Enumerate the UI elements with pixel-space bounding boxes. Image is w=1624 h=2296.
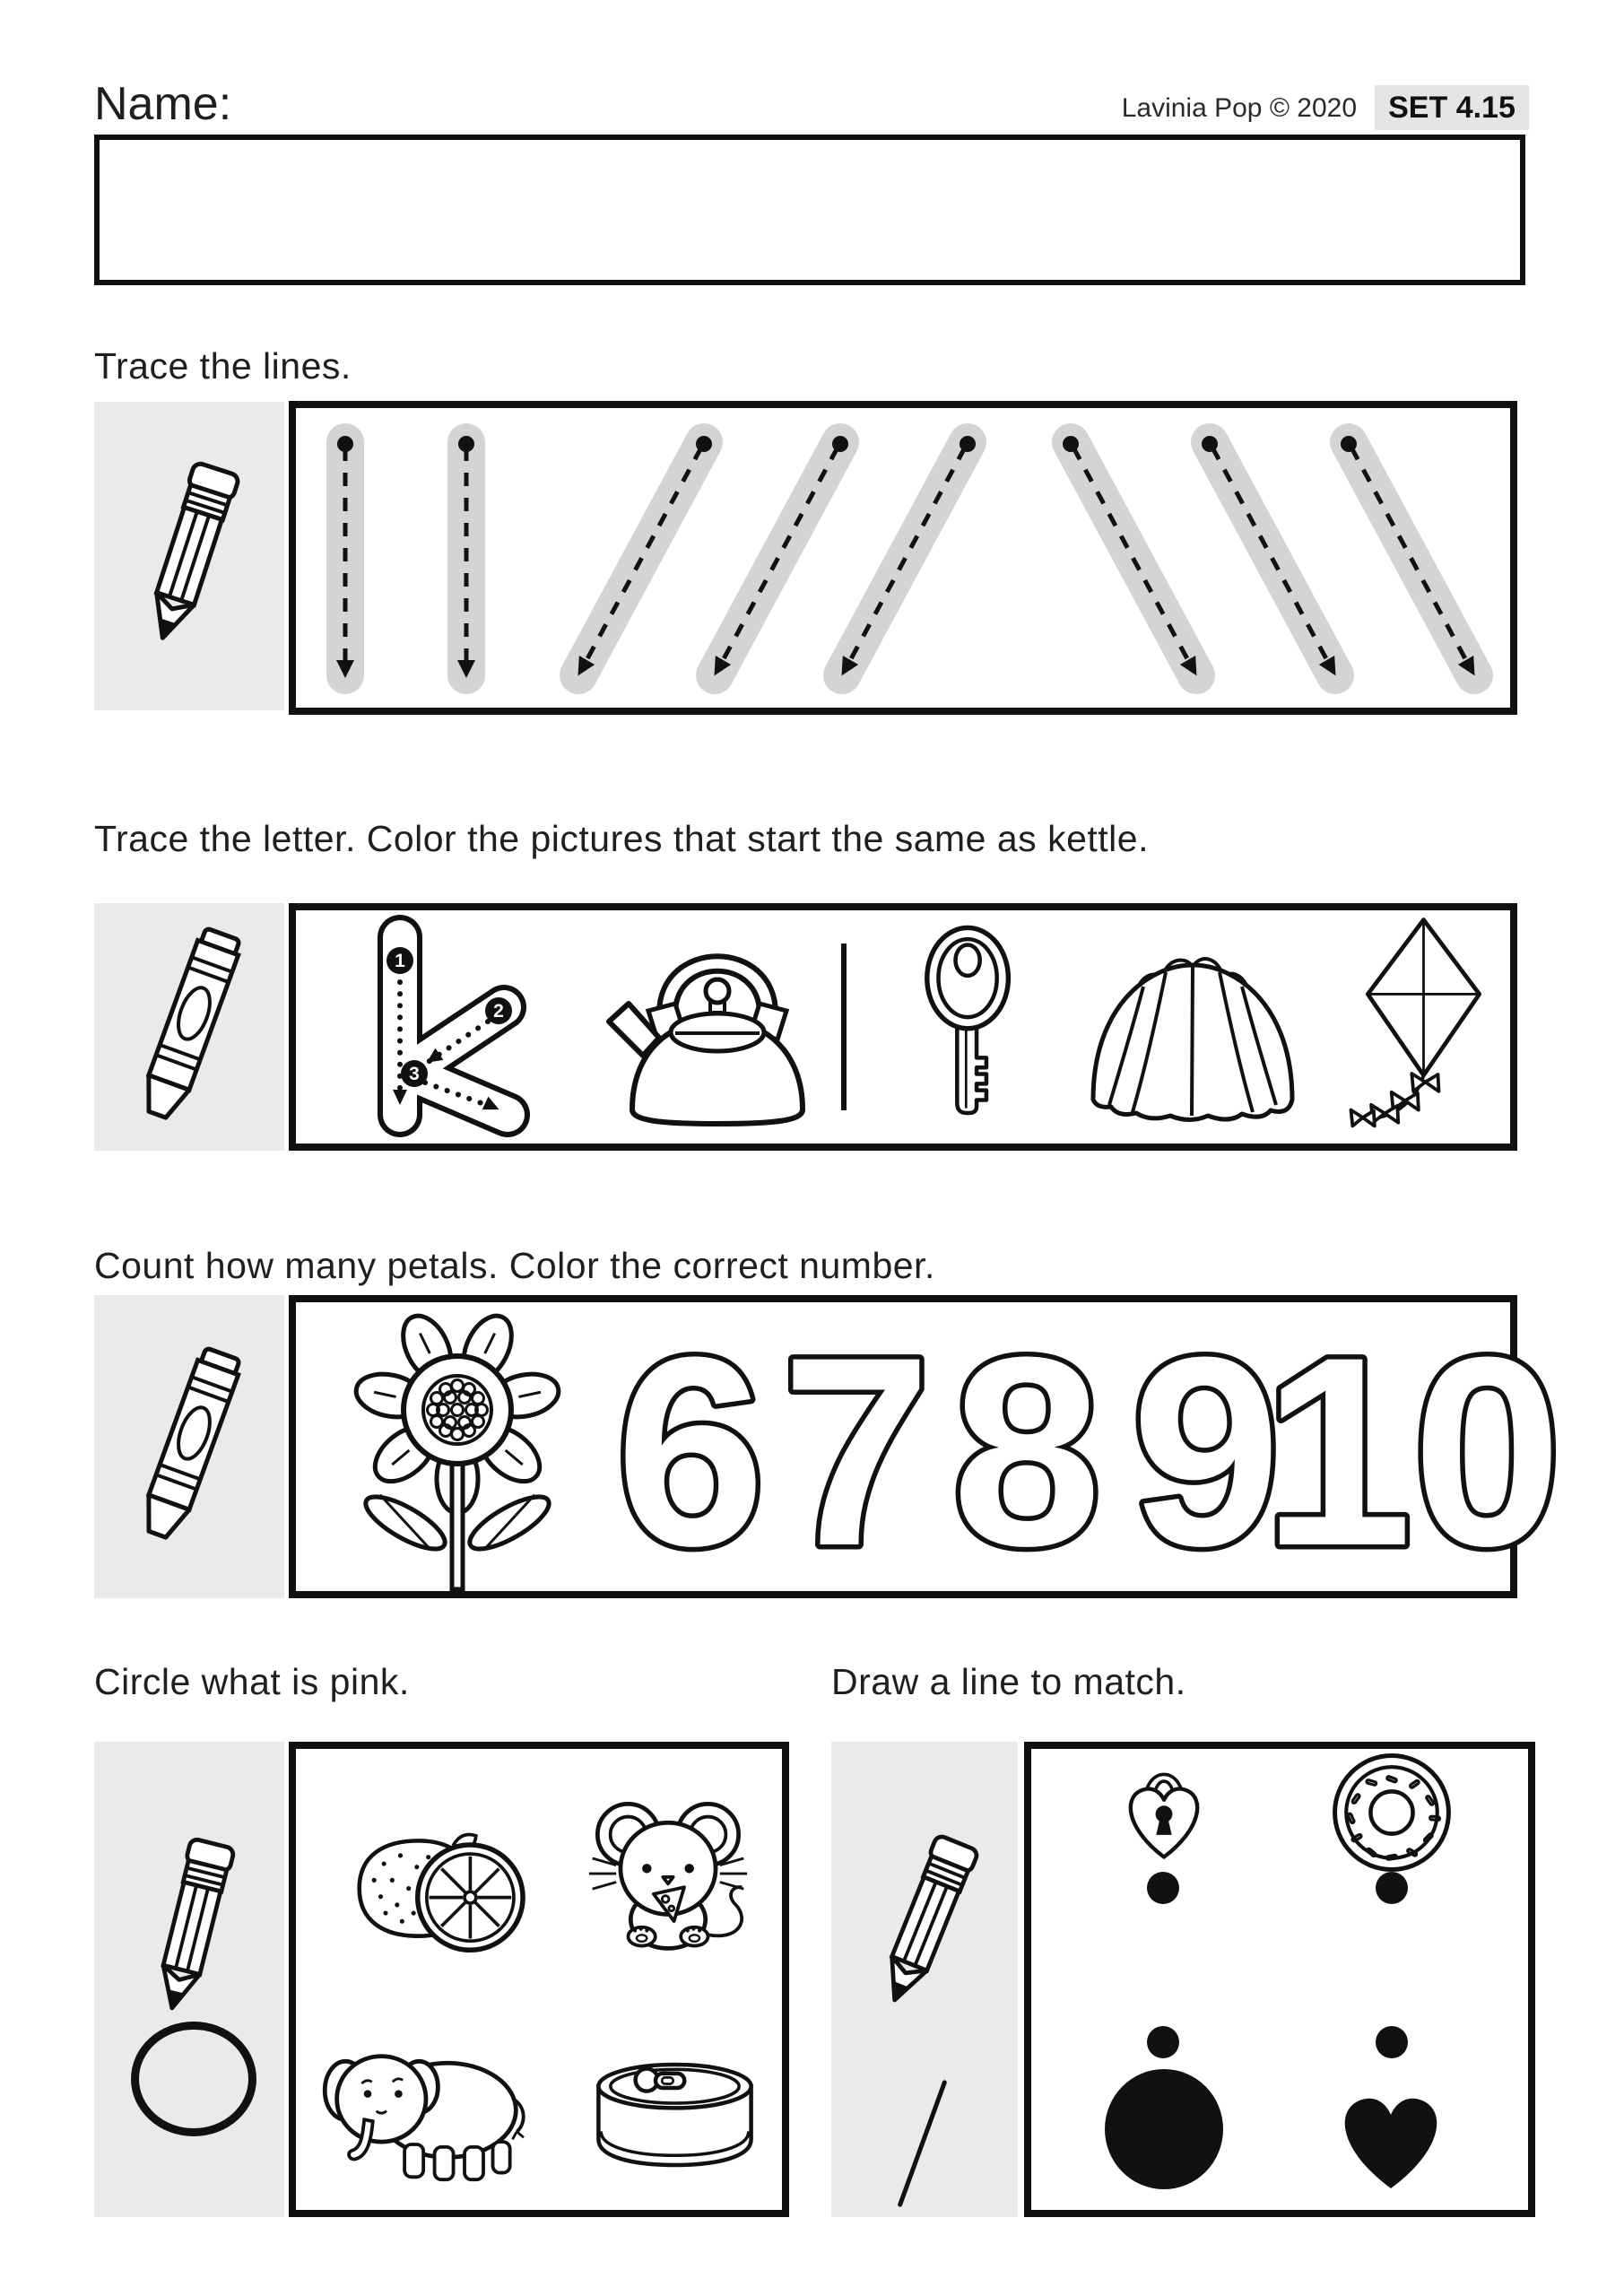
elephant-image[interactable] <box>323 2029 529 2183</box>
number-choice-10[interactable]: 10 <box>1263 1300 1562 1602</box>
filled-heart-image[interactable] <box>1345 2099 1437 2188</box>
count-petals-art <box>296 1300 1562 1602</box>
trace-line[interactable] <box>570 436 712 680</box>
trace-line[interactable] <box>1341 436 1482 680</box>
tin-can-image[interactable] <box>578 2038 771 2177</box>
letter-k-trace[interactable] <box>368 910 547 1142</box>
trace-line[interactable] <box>1202 436 1343 680</box>
trace-line[interactable] <box>1063 436 1204 680</box>
section-title-trace-lines: Trace the lines. <box>94 345 352 387</box>
stroke-number-3: 3 <box>409 1064 420 1084</box>
match-dot[interactable] <box>1376 2026 1408 2058</box>
section-title-match: Draw a line to match. <box>831 1661 1186 1702</box>
stroke-number-2: 2 <box>493 1001 504 1022</box>
bundt-cake-image[interactable] <box>1072 940 1314 1124</box>
trace-line[interactable] <box>457 436 475 678</box>
stroke-number-1: 1 <box>395 951 405 971</box>
lemon-with-orange-slice-image[interactable] <box>336 1821 534 1957</box>
match-dot[interactable] <box>1147 2026 1179 2058</box>
set-badge: SET 4.15 <box>1375 85 1529 130</box>
match-dot[interactable] <box>1376 1872 1408 1904</box>
kettle-image <box>596 921 838 1126</box>
section-title-circle-pink: Circle what is pink. <box>94 1661 410 1702</box>
filled-circle-image[interactable] <box>1105 2069 1223 2189</box>
number-choice-6[interactable]: 6 <box>615 1300 766 1602</box>
match-dot[interactable] <box>1147 1872 1179 1904</box>
trace-line[interactable] <box>834 436 976 680</box>
example-divider <box>841 944 847 1110</box>
name-label: Name: <box>94 78 232 130</box>
trace-line[interactable] <box>707 436 848 680</box>
key-image[interactable] <box>910 923 1027 1122</box>
flower-image <box>352 1309 563 1589</box>
mouse-with-cheese-image[interactable] <box>587 1794 749 1955</box>
number-choice-9[interactable]: 9 <box>1131 1300 1281 1602</box>
kite-image[interactable] <box>1345 913 1502 1133</box>
number-choice-8[interactable]: 8 <box>951 1300 1102 1602</box>
name-input-box[interactable] <box>94 135 1525 285</box>
number-choice-7[interactable]: 7 <box>781 1300 932 1602</box>
circle-shape-icon <box>131 2022 256 2136</box>
copyright-text: Lavinia Pop © 2020 <box>1121 93 1357 123</box>
trace-lines-art[interactable] <box>296 408 1510 708</box>
section-title-trace-letter: Trace the letter. Color the pictures that start the same as kettle. <box>94 818 1149 859</box>
section-title-count-petals: Count how many petals. Color the correct number. <box>94 1245 935 1286</box>
match-dots-and-shapes <box>1024 1742 1535 2217</box>
trace-line[interactable] <box>336 436 354 678</box>
